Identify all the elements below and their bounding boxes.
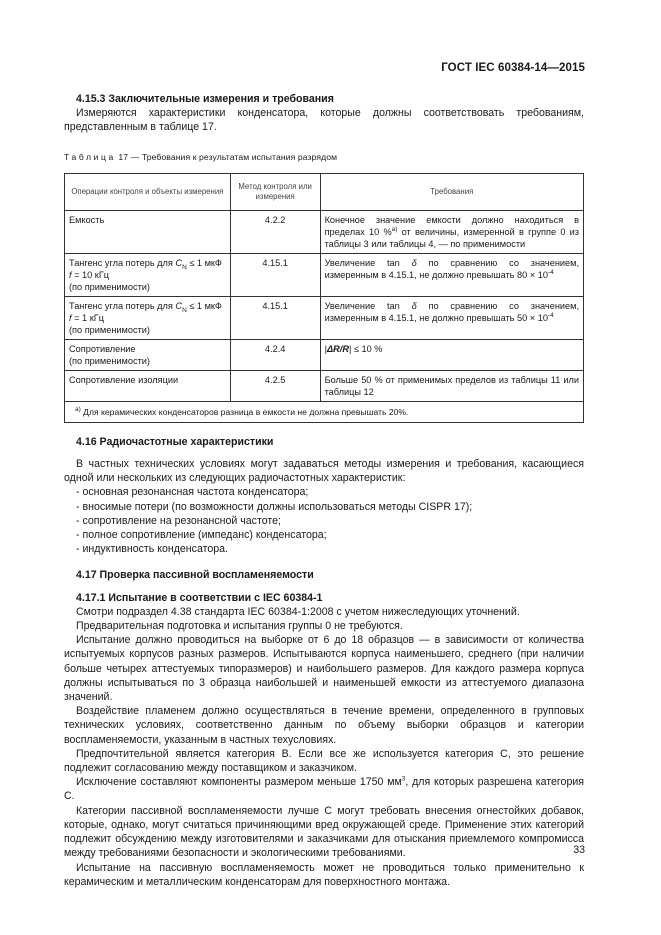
cell-requirement <box>320 339 583 370</box>
req-text: Конечное значение емкости должно находиться в пределах 10 % <box>324 214 579 237</box>
header-cell-objects: Операции контроля и объекты измерения <box>65 173 231 210</box>
table-caption-text: 17 — Требования к результатам испытания разрядом <box>115 151 338 162</box>
cell-requirement: Больше 50 % от применимых пределов из таблицы 11 или таблицы 12 <box>320 370 583 401</box>
paragraph: Категории пассивной воспламеняемости лучше C могут требовать внесения огнестойких добавок, которые, однако, могут считаться причиняющими вред окружающей среде. Применение этих категорий подлежит обсуждению между изготовителями и заказчиками для отыскания приемлемого компромисса между требованиями безопасности и экологическими требованиями. <box>64 804 584 860</box>
paragraph: Воздействие пламенем должно осуществляться в течение времени, определенного в групповых технических условиях, соответственно данным по объему выборки образцов и категории воспламеняемости, указанным в частных техусловиях. <box>64 705 584 746</box>
paragraph-text: Исключение составляют компоненты размером меньше 1750 мм <box>76 776 402 789</box>
applicability-note: (по применимости) <box>69 355 150 366</box>
section-4-17-heading: 4.17 Проверка пассивной воспламеняемости <box>76 569 314 582</box>
list-item: - сопротивление на резонансной частоте; <box>76 514 281 527</box>
table-row <box>65 296 584 339</box>
page-number: 33 <box>573 844 585 856</box>
symbol-c: C <box>175 300 183 311</box>
symbol-sub: N <box>182 263 187 271</box>
standard-header: ГОСТ IEC 60384-14—2015 <box>441 62 585 74</box>
object-text-cont: ≤ 1 мкФ <box>186 300 222 311</box>
cell-object <box>65 253 231 296</box>
cell-object: Сопротивление изоляции <box>65 370 231 401</box>
paragraph: Предварительная подготовка и испытания группы 0 не требуются. <box>76 620 403 633</box>
table-row <box>65 253 584 296</box>
section-4-15-3-heading: 4.15.3 Заключительные измерения и требования <box>76 93 334 105</box>
object-text: Сопротивление <box>69 343 136 354</box>
cell-object <box>65 339 231 370</box>
page-content <box>64 92 584 889</box>
table-footnote <box>65 401 584 422</box>
symbol-f: f <box>69 312 72 323</box>
paragraph: Смотри подраздел 4.38 стандарта IEC 60384-1:2008 с учетом нижеследующих уточнений. <box>76 605 520 618</box>
table-footnote-row <box>65 401 584 422</box>
cell-requirement <box>320 296 583 339</box>
req-text-cont: | ≤ 10 % <box>348 343 383 354</box>
req-text: Увеличение tan <box>324 300 412 311</box>
exponent: -4 <box>547 268 554 276</box>
ratio-symbol: ΔR/R <box>326 343 349 354</box>
req-bar: | <box>324 343 327 354</box>
cell-object <box>65 210 231 253</box>
table-row <box>65 339 584 370</box>
frequency-text: = 10 кГц <box>71 269 110 280</box>
section-4-15-3-text: Измеряются характеристики конденсатора, которые должны соответствовать требованиям, представленным в таблице 17. <box>64 107 584 134</box>
header-cell-requirements: Требования <box>320 173 583 210</box>
table-row <box>65 370 584 401</box>
table-row <box>65 210 584 253</box>
cell-requirement <box>320 253 583 296</box>
list-item: - основная резонансная частота конденсатора; <box>76 486 309 499</box>
header-cell-method: Метод контроля или измерения <box>230 173 320 210</box>
req-text: Увеличение tan <box>324 257 412 268</box>
cell-method: 4.2.2 <box>230 210 320 253</box>
paragraph: Испытание должно проводиться на выборке от 6 до 18 образцов — в зависимости от количества испытуемых корпусов разных размеров. Испытываются корпуса наименьшего, среднего (при наличии больше четырех аттестуемых типоразмеров) и наибольшего размеров. Для каждого размера корпуса должны испытываться по 3 образца наибольшей и наименьшей емкости из аттестуемого диапазона значений. <box>64 634 584 704</box>
cell-method: 4.15.1 <box>230 296 320 339</box>
symbol-c: C <box>175 257 183 268</box>
object-text: Тангенс угла потерь для <box>69 300 176 311</box>
frequency-text: = 1 кГц <box>71 312 104 323</box>
table-caption-label: Таблица <box>64 151 116 162</box>
rf-characteristics-list <box>64 485 584 556</box>
paragraph <box>64 775 584 803</box>
footnote-text: Для керамических конденсаторов разница в емкости не должна превышать 20%. <box>80 406 409 417</box>
list-item: - полное сопротивление (импеданс) конденсатора; <box>76 529 327 542</box>
cell-method: 4.15.1 <box>230 253 320 296</box>
cell-method: 4.2.4 <box>230 339 320 370</box>
object-text: Емкость <box>69 214 105 225</box>
paragraph: Испытание на пассивную воспламеняемость может не проводиться только применительно к керамическим и металлическим конденсаторам для поверхностного монтажа. <box>64 861 584 888</box>
exponent: -4 <box>547 311 554 319</box>
footnote-ref: a) <box>391 225 398 233</box>
cell-requirement <box>320 210 583 253</box>
req-text-cont: по сравнению со значением, измеренным в 4.15.1, не должно превышать 50 × 10 <box>324 300 580 323</box>
list-item: - вносимые потери (по возможности должны использоваться методы CISPR 17); <box>76 500 473 513</box>
applicability-note: (по применимости) <box>69 281 150 292</box>
req-text-cont: по сравнению со значением, измеренным в 4.15.1, не должно превышать 80 × 10 <box>324 257 580 280</box>
applicability-note: (по применимости) <box>69 324 150 335</box>
section-4-16-text: В частных технических условиях могут задаваться методы измерения и требования, касающиеся одной или нескольких из следующих радиочастотных характеристик: <box>64 458 584 485</box>
table-17-caption <box>64 150 584 164</box>
cell-object <box>65 296 231 339</box>
table-17 <box>64 173 584 423</box>
symbol-delta: δ <box>411 300 417 311</box>
table-header-row <box>65 173 584 210</box>
object-text-cont: ≤ 1 мкФ <box>186 257 222 268</box>
list-item: - индуктивность конденсатора. <box>76 543 228 556</box>
object-text: Тангенс угла потерь для <box>69 257 176 268</box>
section-4-16-heading: 4.16 Радиочастотные характеристики <box>76 435 274 448</box>
unit-exponent: 3 <box>401 775 406 783</box>
symbol-delta: δ <box>411 257 417 268</box>
paragraph: Предпочтительной является категория B. Если все же используется категория C, это решение подлежит согласованию между поставщиком и заказчиком. <box>64 747 584 775</box>
cell-method: 4.2.5 <box>230 370 320 401</box>
req-text-cont: от величины, измеренной в группе 0 из таблицы 3 или таблицы 4, — по применимости <box>324 226 579 249</box>
footnote-mark: a) <box>75 405 81 413</box>
section-4-17-1-heading: 4.17.1 Испытание в соответствии с IEC 60384-1 <box>76 591 323 604</box>
symbol-sub: N <box>182 306 187 314</box>
symbol-f: f <box>69 269 72 280</box>
paragraph-text-cont: , для которых разрешена категория C. <box>64 776 584 803</box>
